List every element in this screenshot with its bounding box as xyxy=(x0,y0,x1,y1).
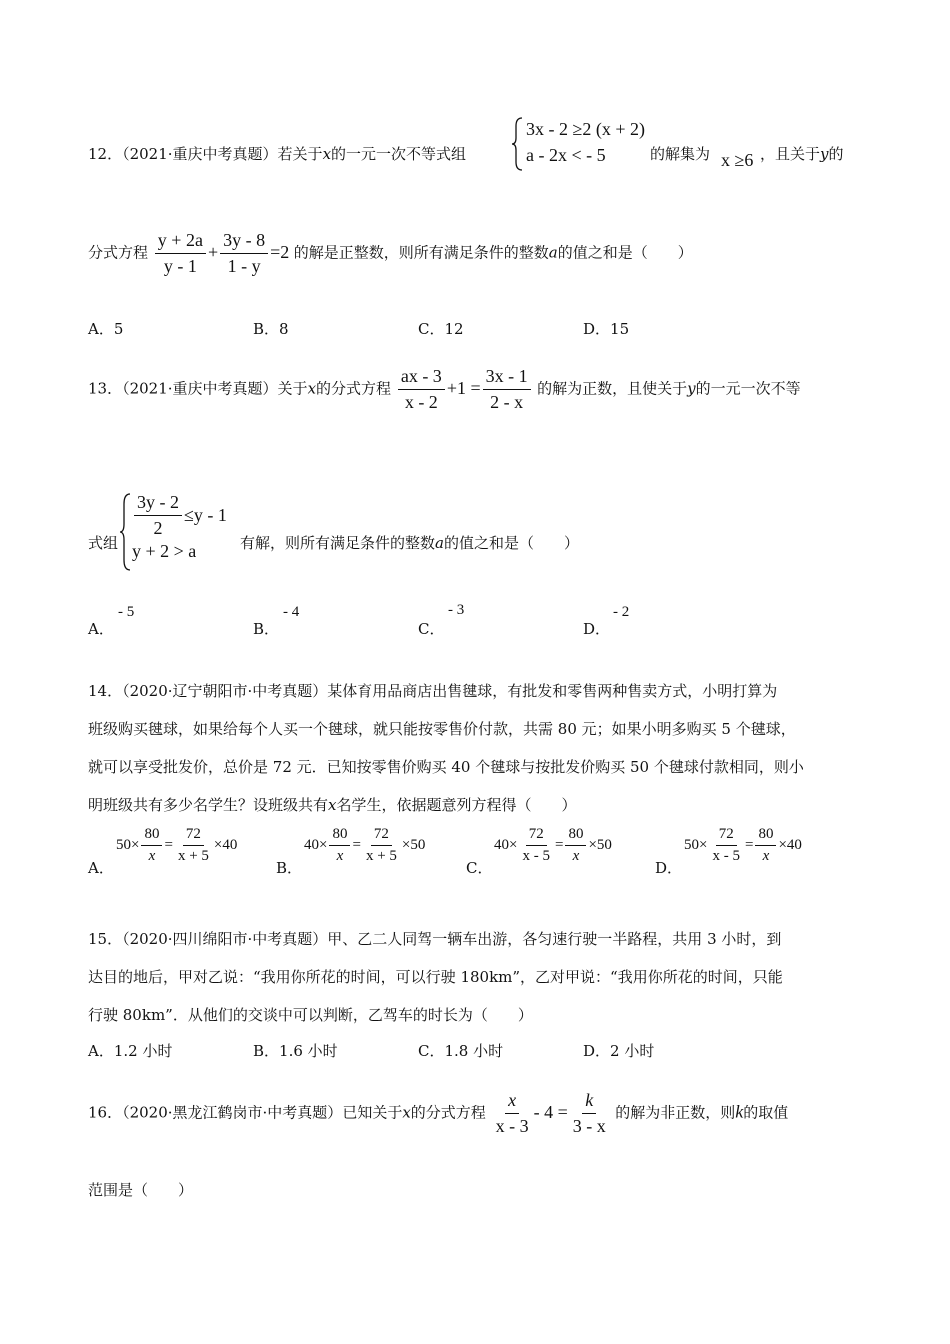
frac-den: y - 1 xyxy=(163,256,197,276)
math-part: 50× xyxy=(684,836,708,853)
q12-line2 xyxy=(88,230,693,277)
option-label: C． xyxy=(418,620,445,638)
q16-var-x: x xyxy=(402,1103,411,1122)
frac-num: 80 xyxy=(141,826,162,846)
q14-var-x: x xyxy=(328,796,337,814)
frac-den: x xyxy=(148,848,156,864)
q16-line1 xyxy=(88,1090,788,1137)
q16-frac1 xyxy=(493,1090,532,1137)
option-label: B． xyxy=(276,859,303,877)
q13-option-a[interactable] xyxy=(88,618,114,639)
q13-frac2 xyxy=(483,366,531,413)
q16-source: （2020·黑龙江鹤岗市·中考真题） xyxy=(122,1103,343,1122)
q13-text: 的分式方程 xyxy=(316,379,392,398)
option-label: A． xyxy=(88,620,114,638)
q12-option-b[interactable] xyxy=(253,318,289,339)
q12-frac1 xyxy=(155,230,206,277)
math-part: 50× xyxy=(116,836,140,853)
q13-option-c-value: - 3 xyxy=(448,602,465,618)
q14-option-d[interactable] xyxy=(684,826,802,865)
frac-den: 2 xyxy=(153,518,163,538)
frac-den: x - 3 xyxy=(495,1116,529,1136)
q13-text: 的值之和是（ ） xyxy=(443,534,579,552)
math-part: ×40 xyxy=(213,836,238,853)
q13-text: 式组 xyxy=(88,534,119,552)
q12-var-a: a xyxy=(548,243,558,262)
q12-text: 若关于 xyxy=(277,145,323,163)
q14-option-a-label xyxy=(88,857,114,878)
frac-num: x xyxy=(505,1090,519,1114)
math-part: ×40 xyxy=(778,836,802,853)
q13-sys-rest: ≤y - 1 xyxy=(184,505,227,525)
q14-line1: 14．（2020·辽宁朝阳市·中考真题）某体育用品商店出售毽球，有批发和零售两种售卖方式，小明打算为 xyxy=(88,682,778,700)
q14-option-c[interactable] xyxy=(494,826,612,865)
frac-num: k xyxy=(582,1090,596,1114)
frac-den: x xyxy=(572,848,580,864)
option-label: A．1.2 小时 xyxy=(88,1042,173,1060)
q12-line1 xyxy=(88,143,466,164)
q14-option-d-label xyxy=(655,857,682,878)
option-label: D．15 xyxy=(583,320,630,338)
option-label: A．5 xyxy=(88,320,124,338)
q12-var-x: x xyxy=(322,145,332,163)
q12-line1-end xyxy=(760,143,844,164)
frac-num: 3y - 2 xyxy=(134,492,182,516)
option-label: C．1.8 小时 xyxy=(418,1042,504,1060)
q13-option-d[interactable] xyxy=(583,618,610,639)
operator: + xyxy=(207,241,219,262)
option-label: A． xyxy=(88,859,114,877)
q13-frac1 xyxy=(398,366,445,413)
q14-option-c-label xyxy=(466,857,492,878)
math-part: ×50 xyxy=(588,836,612,853)
q12-option-d[interactable] xyxy=(583,318,629,339)
q13-line2 xyxy=(240,532,579,553)
q12-source: （2021·重庆中考真题） xyxy=(122,145,278,163)
option-label: D． xyxy=(583,620,611,638)
q14-line2: 班级购买毽球，如果给每个人买一个毽球，就只能按零售价付款，共需 80 元；如果小明多购买 5 个毽球， xyxy=(88,720,796,738)
q12-text: 的一元一次不等式组 xyxy=(331,145,467,163)
frac-den: x xyxy=(762,848,770,864)
q13-text: 的一元一次不等 xyxy=(695,379,801,398)
q12-text: 的值之和是（ ） xyxy=(557,243,693,262)
operator: = xyxy=(164,836,173,853)
q12-frac2 xyxy=(220,230,268,277)
q12-text: 分式方程 xyxy=(88,243,149,262)
q13-option-b-value: - 4 xyxy=(283,604,300,620)
option-label: B． xyxy=(253,620,280,638)
q13-sys-line2: y + 2 > a xyxy=(132,541,197,561)
brace-icon xyxy=(512,116,524,172)
q12-sys-line1: 3x - 2 ≥2 (x + 2) xyxy=(526,119,646,139)
q15-line2: 达目的地后，甲对乙说：“我用你所花的时间，可以行驶 180km”，乙对甲说：“我用你所花的时间，只能 xyxy=(88,968,783,986)
q12-text: 的解是正整数，则所有满足条件的整数 xyxy=(293,243,549,262)
q15-option-a[interactable] xyxy=(88,1040,172,1061)
option-label: D．2 小时 xyxy=(583,1042,655,1060)
frac-num: 72 xyxy=(716,826,737,846)
q14-text: 明班级共有多少名学生？设班级共有 xyxy=(88,796,329,814)
q13-var-a: a xyxy=(435,534,444,552)
frac-den: x - 2 xyxy=(404,392,438,412)
q12-solution xyxy=(721,150,753,171)
q13-var-y: y xyxy=(687,379,696,398)
q13-option-c[interactable] xyxy=(418,618,444,639)
frac-num: 80 xyxy=(755,826,776,846)
frac-den: 2 - x xyxy=(490,392,524,412)
q16-text: 的取值 xyxy=(743,1103,789,1122)
q13-line2-pre xyxy=(88,532,118,553)
frac-den: x xyxy=(336,848,344,864)
frac-num: 80 xyxy=(329,826,350,846)
q13-inequality-system xyxy=(120,492,250,572)
q12-option-c[interactable] xyxy=(418,318,464,339)
frac-num: 80 xyxy=(565,826,586,846)
frac-den: x + 5 xyxy=(365,848,397,864)
q15-option-b[interactable] xyxy=(253,1040,338,1061)
q13-number: 13． xyxy=(88,379,123,398)
frac-num: ax - 3 xyxy=(398,366,445,390)
operator: =2 xyxy=(270,241,290,262)
option-label: B．8 xyxy=(253,320,289,338)
brace-icon xyxy=(120,492,132,572)
frac-num: 72 xyxy=(526,826,547,846)
option-label: D． xyxy=(655,859,683,877)
frac-num: 3y - 8 xyxy=(220,230,268,254)
q15-option-d[interactable] xyxy=(583,1040,654,1061)
q14-option-b-label xyxy=(276,857,302,878)
q12-text: 的解集为 xyxy=(650,145,711,163)
q12-sys-line2: a - 2x < - 5 xyxy=(526,145,606,165)
frac-num: 72 xyxy=(183,826,204,846)
q14-line3: 就可以享受批发价，总价是 72 元．已知按零售价购买 40 个毽球与按批发价购买 50 个毽球付款相同，则小 xyxy=(88,758,804,776)
math-part: 40× xyxy=(494,836,518,853)
q13-line1 xyxy=(88,366,801,413)
option-label: B．1.6 小时 xyxy=(253,1042,338,1060)
q12-var-y: y xyxy=(820,145,829,163)
q13-option-a-value: - 5 xyxy=(118,604,135,620)
frac-den: x - 5 xyxy=(712,848,740,864)
frac-den: 3 - x xyxy=(572,1116,606,1136)
q12-sol-text: x ≥6 xyxy=(721,150,754,170)
q16-var-k: k xyxy=(735,1101,744,1122)
math-part: 40× xyxy=(304,836,328,853)
frac-num: 72 xyxy=(371,826,392,846)
q16-line2: 范围是（ ） xyxy=(88,1181,194,1199)
frac-den: x - 5 xyxy=(522,848,550,864)
q15-option-c[interactable] xyxy=(418,1040,503,1061)
q12-text: ，且关于 xyxy=(760,145,821,163)
operator: = xyxy=(744,836,754,853)
q13-option-d-value: - 2 xyxy=(613,604,630,620)
option-label: C． xyxy=(466,859,493,877)
math-part: ×50 xyxy=(401,836,426,853)
q16-frac2 xyxy=(570,1090,609,1137)
operator: = xyxy=(352,836,361,853)
q12-text: 的 xyxy=(828,145,844,163)
q13-source: （2021·重庆中考真题） xyxy=(122,379,278,398)
option-label: C．12 xyxy=(418,320,464,338)
q16-number: 16． xyxy=(88,1103,123,1122)
frac-den: 1 - y xyxy=(227,256,261,276)
q12-option-a[interactable] xyxy=(88,318,123,339)
q15-line1: 15．（2020·四川绵阳市·中考真题）甲、乙二人同驾一辆车出游，各匀速行驶一半路程，共用 3 小时，到 xyxy=(88,930,782,948)
q14-line4 xyxy=(88,794,577,815)
q12-line1-right xyxy=(650,143,710,164)
q16-text: 的分式方程 xyxy=(410,1103,486,1122)
frac-num: 3x - 1 xyxy=(483,366,531,390)
q13-var-x: x xyxy=(307,379,317,398)
q15-line3: 行驶 80km”．从他们的交谈中可以判断，乙驾车的时长为（ ） xyxy=(88,1006,533,1024)
frac-num: y + 2a xyxy=(155,230,206,254)
q14-option-b[interactable] xyxy=(304,826,425,865)
q16-text: 已知关于 xyxy=(342,1103,403,1122)
q12-inequality-system xyxy=(512,116,662,172)
q13-text: 关于 xyxy=(277,379,308,398)
q16-text: 的解为非正数，则 xyxy=(615,1103,736,1122)
q13-option-b[interactable] xyxy=(253,618,279,639)
q14-text: 名学生，依据题意列方程得（ ） xyxy=(336,796,577,814)
q13-sys-frac xyxy=(134,492,182,539)
q14-option-a[interactable] xyxy=(116,826,237,865)
q12-number: 12． xyxy=(88,145,123,163)
q13-text: 有解，则所有满足条件的整数 xyxy=(240,534,436,552)
operator: - 4 = xyxy=(533,1101,568,1122)
operator: = xyxy=(554,836,564,853)
operator: +1 = xyxy=(446,377,481,398)
frac-den: x + 5 xyxy=(177,848,209,864)
q13-text: 的解为正数，且使关于 xyxy=(537,379,688,398)
